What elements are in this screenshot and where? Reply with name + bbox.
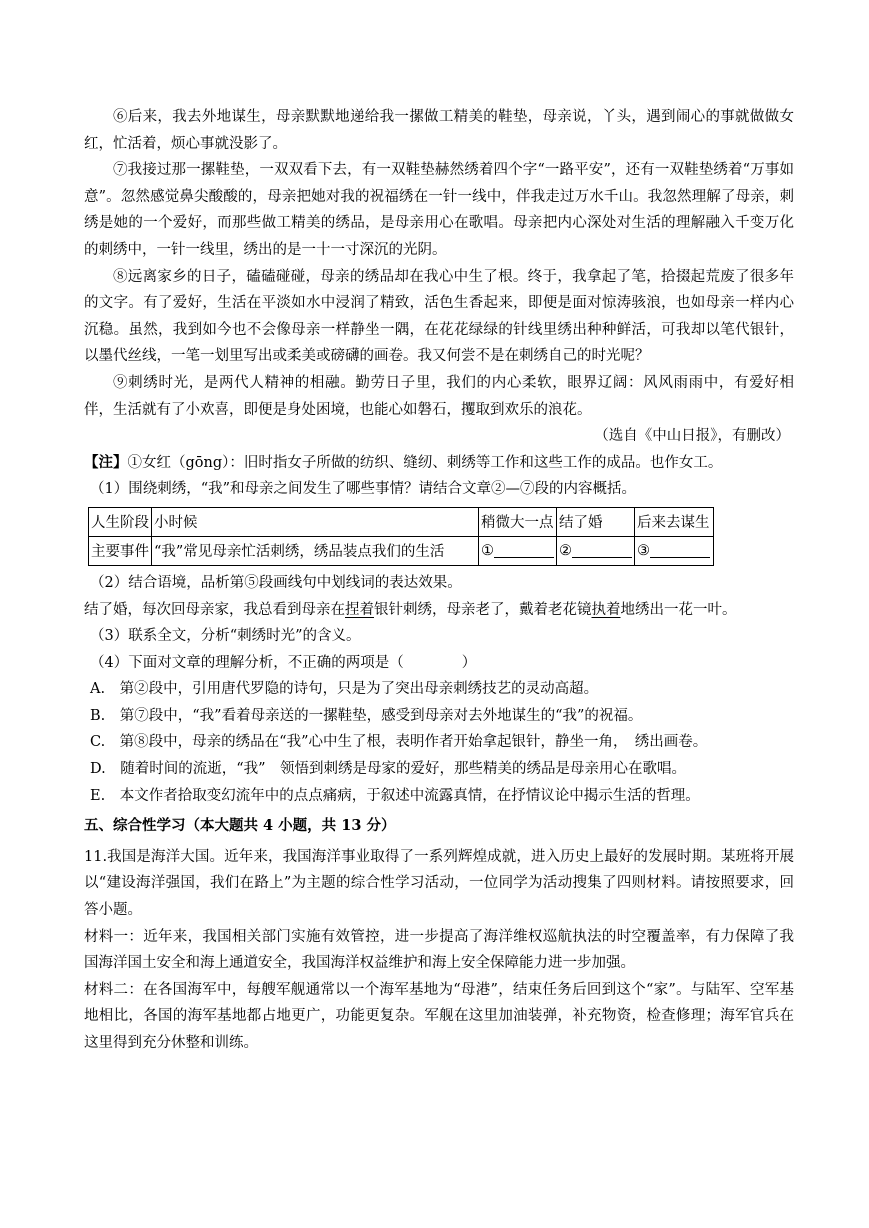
underlined-word: 执着 (591, 601, 621, 618)
blank-line (650, 543, 710, 558)
table-cell: 后来去谋生 (635, 507, 714, 536)
question-11: 11.我国是海洋大国。近年来，我国海洋事业取得了一系列辉煌成就，进入历史上最好的发展时期。某班将开展以“建设海洋强国，我们在路上”为主题的综合性学习活动，一位同学为活动搜集了四则材料。请按照要求，回答小题。 (84, 848, 794, 919)
quote-text: 银针刺绣，母亲老了，戴着老花镜 (374, 601, 592, 618)
blank-line (494, 543, 554, 558)
paragraph-8: ⑧远离家乡的日子，磕磕碰碰，母亲的绣品却在我心中生了根。终于，我拿起了笔，拾掇起荒废了很多年的文字。有了爱好，生活在平淡如水中浸润了精致，活色生香起来，即便是面对惊涛骇浪，也如母亲一样内心沉稳。虽然，我到如今也不会像母亲一样静坐一隅，在花花绿绿的针线里绣出种种鲜活，可我却以笔代银针，以墨代丝线，一笔一划里写出或柔美或磅礴的画卷。我又何尝不是在刺绣自己的时光呢？ (84, 268, 794, 365)
answer-blank-1[interactable] (479, 536, 557, 565)
option-b: B. 第⑦段中，“我”看着母亲送的一摞鞋垫，感受到母亲对去外地谋生的“我”的祝福。 (90, 707, 643, 724)
blank-number: ③ (637, 542, 650, 559)
blank-number: ② (559, 542, 572, 559)
underlined-word: 捏着 (345, 601, 374, 618)
answer-table (88, 507, 714, 566)
question-3: （3）联系全文，分析“刺绣时光”的含义。 (90, 628, 361, 645)
table-row (89, 536, 714, 565)
table-cell: “我”常见母亲忙活刺绣，绣品装点我们的生活 (152, 536, 479, 565)
footnote-label: 【注】 (84, 453, 128, 471)
answer-blank-3[interactable] (635, 536, 714, 565)
option-a: A. 第②段中，引用唐代罗隐的诗句，只是为了突出母亲刺绣技艺的灵动高超。 (90, 681, 599, 698)
table-cell: 结了婚 (557, 507, 635, 536)
paragraph-7: ⑦我接过那一摞鞋垫，一双双看下去，有一双鞋垫赫然绣着四个字“一路平安”，还有一双鞋垫绣着“万事如意”。忽然感觉鼻尖酸酸的，母亲把她对我的祝福绣在一针一线中，伴我走过万水千山。我忽然理解了母亲，刺绣是她的一个爱好，而那些做工精美的绣品，是母亲用心在歌唱。母亲把内心深处对生活的理解融入千变万化的刺绣中，一针一线里，绣出的是一十一寸深沉的光阴。 (84, 162, 794, 258)
blank-number: ① (481, 542, 494, 559)
paragraph-9: ⑨刺绣时光，是两代人精神的相融。勤劳日子里，我们的内心柔软，眼界辽阔：风风雨雨中，有爱好相伴，生活就有了小欢喜，即便是身处困境，也能心如磐石，攫取到欢乐的浪花。 (84, 374, 794, 418)
question-2-quote (84, 597, 794, 624)
source-citation: （选自《中山日报》，有删改） (594, 428, 790, 445)
blank-line (572, 543, 632, 558)
quote-text: 地绣出一花一叶。 (620, 601, 737, 618)
table-cell: 稍微大一点 (479, 507, 557, 536)
question-2: （2）结合语境，品析第⑤段画线句中划线词的表达效果。 (90, 574, 462, 591)
quote-text: 结了婚，每次回母亲家，我总看到母亲在 (84, 601, 345, 618)
material-2: 材料二：在各国海军中，每艘军舰通常以一个海军基地为“母港”，结束任务后回到这个“家”。与陆军、空军基地相比，各国的海军基地都占地更广，功能更复杂。军舰在这里加油装弹，补充物资，检查修理；海军官兵在这里得到充分休整和训练。 (84, 981, 794, 1051)
material-1: 材料一：近年来，我国相关部门实施有效管控，进一步提高了海洋维权巡航执法的时空覆盖率，有力保障了我国海洋国土安全和海上通道安全，我国海洋权益维护和海上安全保障能力进一步加强。 (84, 928, 794, 972)
footnote-text: ①女红（gōng）：旧时指女子所做的纺织、缝纫、刺绣等工作和这些工作的成品。也作女工。 (127, 454, 723, 471)
option-e: E. 本文作者拾取变幻流年中的点点痛病，于叙述中流露真情，在抒情议论中揭示生活的哲理。 (90, 787, 700, 804)
table-cell: 小时候 (152, 507, 479, 536)
footnote (84, 450, 794, 477)
table-cell: 人生阶段 (89, 507, 152, 536)
question-1: （1）围绕刺绣，“我”和母亲之间发生了哪些事情？请结合文章②—⑦段的内容概括。 (90, 481, 637, 498)
table-cell: 主要事件 (89, 536, 152, 565)
section-heading: 五、综合性学习（本大题共 4 小题，共 13 分） (84, 817, 396, 835)
document-content (84, 104, 794, 1057)
answer-blank-2[interactable] (557, 536, 635, 565)
table-row (89, 507, 714, 536)
option-d: D. 随着时间的流逝，“我” 领悟到刺绣是母家的爱好，那些精美的绣品是母亲用心在歌唱。 (90, 761, 687, 778)
question-4: （4）下面对文章的理解分析，不正确的两项是（ ） (90, 654, 477, 671)
paragraph-6: ⑥后来，我去外地谋生，母亲默默地递给我一摞做工精美的鞋垫，母亲说，丫头，遇到闹心的事就做做女红，忙活着，烦心事就没影了。 (84, 109, 794, 152)
option-c: C. 第⑧段中，母亲的绣品在“我”心中生了根，表明作者开始拿起银针，静坐一角， 绣出画卷。 (90, 734, 708, 751)
